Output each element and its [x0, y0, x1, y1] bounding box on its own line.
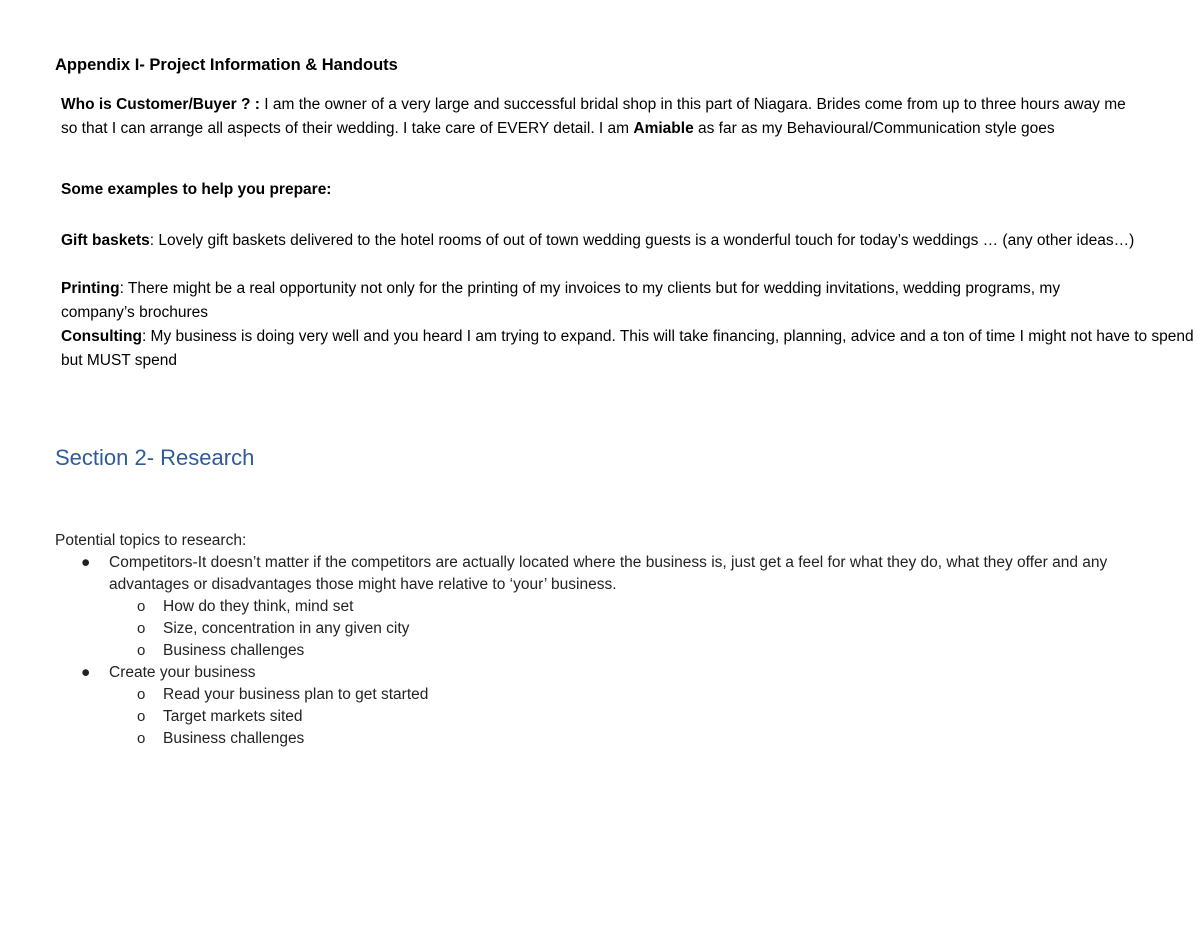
- list-item: [109, 640, 1155, 662]
- list-item-text: Business challenges: [163, 642, 305, 659]
- list-item-text: Business challenges: [163, 730, 305, 747]
- bullet-icon: ●: [81, 554, 91, 571]
- circle-bullet-icon: o: [137, 598, 146, 615]
- customer-text-2: as far as my Behavioural/Communication style goes: [693, 120, 1055, 137]
- list-item: [109, 728, 1155, 750]
- example-gift-baskets: [61, 229, 1151, 253]
- topics-intro: Potential topics to research:: [55, 532, 247, 549]
- circle-bullet-icon: o: [137, 730, 146, 747]
- example-text: : Lovely gift baskets delivered to the hotel rooms of out of town wedding guests is a wonderful touch for today’s weddings … (any other ideas…): [149, 232, 1135, 249]
- list-item-text: Target markets sited: [163, 708, 303, 725]
- customer-paragraph: [61, 93, 1141, 141]
- list-item-text: Competitors-It doesn’t matter if the competitors are actually located where the business is, just get a feel for what they do, what they offer and any advantages or disadvantages those might have relative to ‘your’ business.: [109, 554, 1108, 593]
- example-text: : My business is doing very well and you heard I am trying to expand. This will take financing, planning, advice and a ton of time I might not have to spend but MUST spend: [61, 328, 1194, 369]
- example-consulting: [61, 325, 1200, 373]
- customer-emphasis: Amiable: [633, 120, 694, 137]
- list-item-text: How do they think, mind set: [163, 598, 354, 615]
- list-item-text: Create your business: [109, 664, 256, 681]
- bullet-icon: ●: [81, 664, 91, 681]
- example-label: Printing: [61, 280, 120, 297]
- sublist: [109, 596, 1155, 662]
- prepare-heading: Some examples to help you prepare:: [61, 181, 332, 198]
- circle-bullet-icon: o: [137, 686, 146, 703]
- sublist: [109, 684, 1155, 750]
- research-topics: [55, 530, 1155, 750]
- list-item: [55, 662, 1155, 750]
- circle-bullet-icon: o: [137, 708, 146, 725]
- list-item: [109, 596, 1155, 618]
- list-item-text: Read your business plan to get started: [163, 686, 429, 703]
- topics-list: [55, 552, 1155, 750]
- list-item: [109, 706, 1155, 728]
- example-printing: [61, 277, 1131, 325]
- list-item: [109, 684, 1155, 706]
- example-text: : There might be a real opportunity not only for the printing of my invoices to my clients but for wedding invitations, wedding programs, my company’s brochures: [61, 280, 1061, 321]
- customer-label: Who is Customer/Buyer ? :: [61, 96, 260, 113]
- list-item-text: Size, concentration in any given city: [163, 620, 410, 637]
- section-title: Section 2- Research: [55, 445, 255, 470]
- list-item: [109, 618, 1155, 640]
- customer-text-1: I am the owner of a very large and successful bridal shop in this part of Niagara. Brides come from up to three hours away me so that I can arrange all aspects of their wedding. I take care of EVERY detail. I am: [61, 96, 1126, 137]
- list-item: [55, 552, 1155, 662]
- example-label: Consulting: [61, 328, 142, 345]
- circle-bullet-icon: o: [137, 620, 146, 637]
- circle-bullet-icon: o: [137, 642, 146, 659]
- appendix-title: Appendix I- Project Information & Handouts: [55, 56, 398, 74]
- example-label: Gift baskets: [61, 232, 150, 249]
